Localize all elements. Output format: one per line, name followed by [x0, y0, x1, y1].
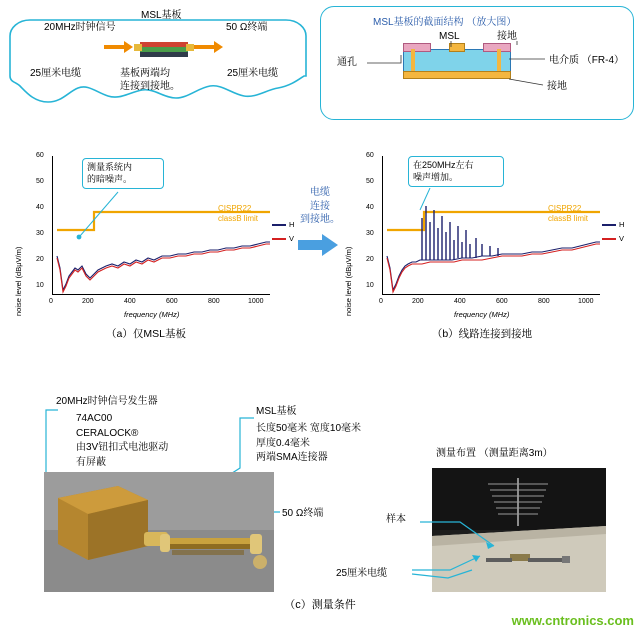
chart-b-ytick-50: 50 — [366, 178, 374, 185]
generator-detail-2: CERALOCK® — [76, 427, 139, 439]
chart-a-xtick-600: 600 — [166, 298, 178, 305]
chart-a-limit-line2: classB limit — [218, 214, 259, 223]
chart-b-legend-h — [602, 220, 624, 229]
chart-a-legend-v-label: V — [289, 234, 295, 243]
label-cable-right: 25厘米电缆 — [227, 68, 279, 79]
chart-b-ylabel: noise level (dBμV/m) — [344, 246, 353, 316]
chart-a-ytick-20: 20 — [36, 256, 44, 263]
board-spec-2: 厚度0.4毫米 — [256, 437, 310, 449]
bottom-caption: （c）测量条件 — [284, 599, 356, 611]
measurement-conditions-section — [0, 380, 640, 632]
chart-a-caption: （a）仅MSL基板 — [106, 328, 186, 340]
termination-label: 50 Ω终端 — [282, 508, 324, 519]
label-cable-left: 25厘米电缆 — [30, 68, 82, 79]
connector-right — [186, 44, 194, 51]
label-50ohm-termination: 50 Ω终端 — [226, 22, 268, 33]
transition-label-line2: 连接 — [310, 200, 330, 212]
chart-b-limit-line1: CISPR22 — [548, 204, 582, 213]
label-ground-bottom: 接地 — [547, 81, 567, 92]
chart-b-xlabel: frequency (MHz) — [454, 310, 510, 319]
chart-a-xlabel: frequency (MHz) — [124, 310, 180, 319]
photo-hardware-content — [44, 472, 274, 592]
chart-a-ytick-60: 60 — [36, 152, 44, 159]
chart-b-legend-h-label: H — [619, 220, 625, 229]
chart-panel-a — [6, 130, 306, 340]
chart-b-xtick-200: 200 — [412, 298, 424, 305]
cross-section-panel — [320, 6, 634, 120]
generator-detail-3: 由3V钮扣式电池驱动 — [76, 442, 169, 453]
generator-detail-1: 74AC00 — [76, 413, 113, 424]
chart-a-xtick-0: 0 — [49, 298, 53, 305]
chart-a-limit-label — [218, 204, 258, 224]
transition-arrow-label — [300, 186, 340, 227]
label-ground-note-line1: 基板两端均 — [120, 68, 170, 79]
chart-a-ytick-40: 40 — [36, 204, 44, 211]
label-msl: MSL — [439, 31, 460, 42]
chart-b-xaxis — [382, 294, 600, 295]
board-spec-3: 两端SMA连接器 — [256, 452, 328, 463]
label-ground-note — [120, 68, 180, 93]
chart-a-ylabel: noise level (dBμV/m) — [14, 246, 23, 316]
chart-a-ytick-30: 30 — [36, 230, 44, 237]
chart-b-xtick-600: 600 — [496, 298, 508, 305]
chart-a-legend-h-label: H — [289, 220, 295, 229]
chart-a-xtick-800: 800 — [208, 298, 220, 305]
chart-b-callout-line1: 在250MHz左右 — [413, 160, 474, 170]
chart-b-callout-leader — [414, 188, 444, 216]
chart-b-xtick-0: 0 — [379, 298, 383, 305]
chart-b-callout-line2: 噪声增加。 — [413, 171, 459, 182]
photo-measurement-hardware — [44, 472, 274, 592]
board-spec-1: 长度50毫米 宽度10毫米 — [256, 423, 362, 434]
chart-b-ytick-20: 20 — [366, 256, 374, 263]
label-dielectric: 电介质 （FR-4） — [549, 55, 624, 66]
chart-a-xtick-1000: 1000 — [248, 298, 264, 305]
watermark: www.cntronics.com — [511, 613, 634, 628]
chart-a-callout-leader — [66, 190, 126, 250]
chart-a-limit-line1: CISPR22 — [218, 204, 252, 213]
chart-a-legend-h — [272, 220, 294, 229]
chart-panel-b — [336, 130, 636, 340]
transition-arrow-group — [296, 186, 340, 256]
chart-a-callout-line2: 的暗噪声。 — [87, 173, 133, 184]
board-spec-title: MSL基板 — [256, 406, 297, 417]
chart-b-legend-v — [602, 234, 624, 243]
label-via: 通孔 — [337, 57, 357, 68]
chart-b-ytick-30: 30 — [366, 230, 374, 237]
legend-swatch-h-icon — [272, 224, 286, 226]
chart-a-ytick-50: 50 — [36, 178, 44, 185]
board-ground-layer — [140, 52, 188, 57]
chart-a-xaxis — [52, 294, 270, 295]
chart-b-limit-line2: classB limit — [548, 214, 589, 223]
transition-label-line1: 电缆 — [310, 187, 330, 198]
cross-section-leaders — [321, 7, 633, 119]
sample-label: 样本 — [386, 514, 406, 525]
chart-a-callout-line1: 测量系统内 — [87, 162, 133, 172]
chart-b-caption: （b）线路连接到接地 — [431, 328, 533, 340]
legend-swatch-h-icon-b — [602, 224, 616, 226]
chart-b-ytick-40: 40 — [366, 204, 374, 211]
label-ground-top: 接地 — [497, 31, 517, 42]
signal-arrow-left — [104, 40, 134, 54]
chart-b-legend-v-label: V — [619, 234, 625, 243]
chart-b-ytick-60: 60 — [366, 152, 374, 159]
chart-a-legend-v — [272, 234, 294, 243]
setup-title: 测量布置 （测量距离3m） — [436, 448, 553, 459]
connector-left — [134, 44, 142, 51]
blue-right-arrow-icon — [298, 234, 340, 258]
chart-b-xtick-800: 800 — [538, 298, 550, 305]
chart-a-xtick-400: 400 — [124, 298, 136, 305]
signal-arrow-right — [194, 40, 224, 54]
cable-25cm-label: 25厘米电缆 — [336, 568, 388, 579]
board-red-top — [140, 42, 188, 52]
chart-b-xtick-400: 400 — [454, 298, 466, 305]
chart-a-callout — [82, 158, 164, 189]
legend-swatch-v-icon — [272, 238, 286, 240]
chart-b-limit-label — [548, 204, 588, 224]
chart-a-xtick-200: 200 — [82, 298, 94, 305]
chart-b-callout — [408, 156, 504, 187]
chart-b-xtick-1000: 1000 — [578, 298, 594, 305]
chart-a-ytick-10: 10 — [36, 282, 44, 289]
legend-swatch-v-icon-b — [602, 238, 616, 240]
label-clock-signal: 20MHz时钟信号 — [44, 22, 116, 33]
generator-title: 20MHz时钟信号发生器 — [56, 396, 158, 407]
setup-leaders — [330, 500, 520, 590]
transition-label-line3: 到接地。 — [300, 214, 340, 225]
label-ground-note-line2: 连接到接地。 — [120, 80, 180, 92]
label-msl-board: MSL基板 — [141, 10, 182, 21]
msl-board-schematic — [8, 6, 308, 118]
chart-b-ytick-10: 10 — [366, 282, 374, 289]
cross-section-title: MSL基板的截面结构 （放大图） — [373, 17, 517, 28]
generator-detail-4: 有屏蔽 — [76, 456, 106, 468]
